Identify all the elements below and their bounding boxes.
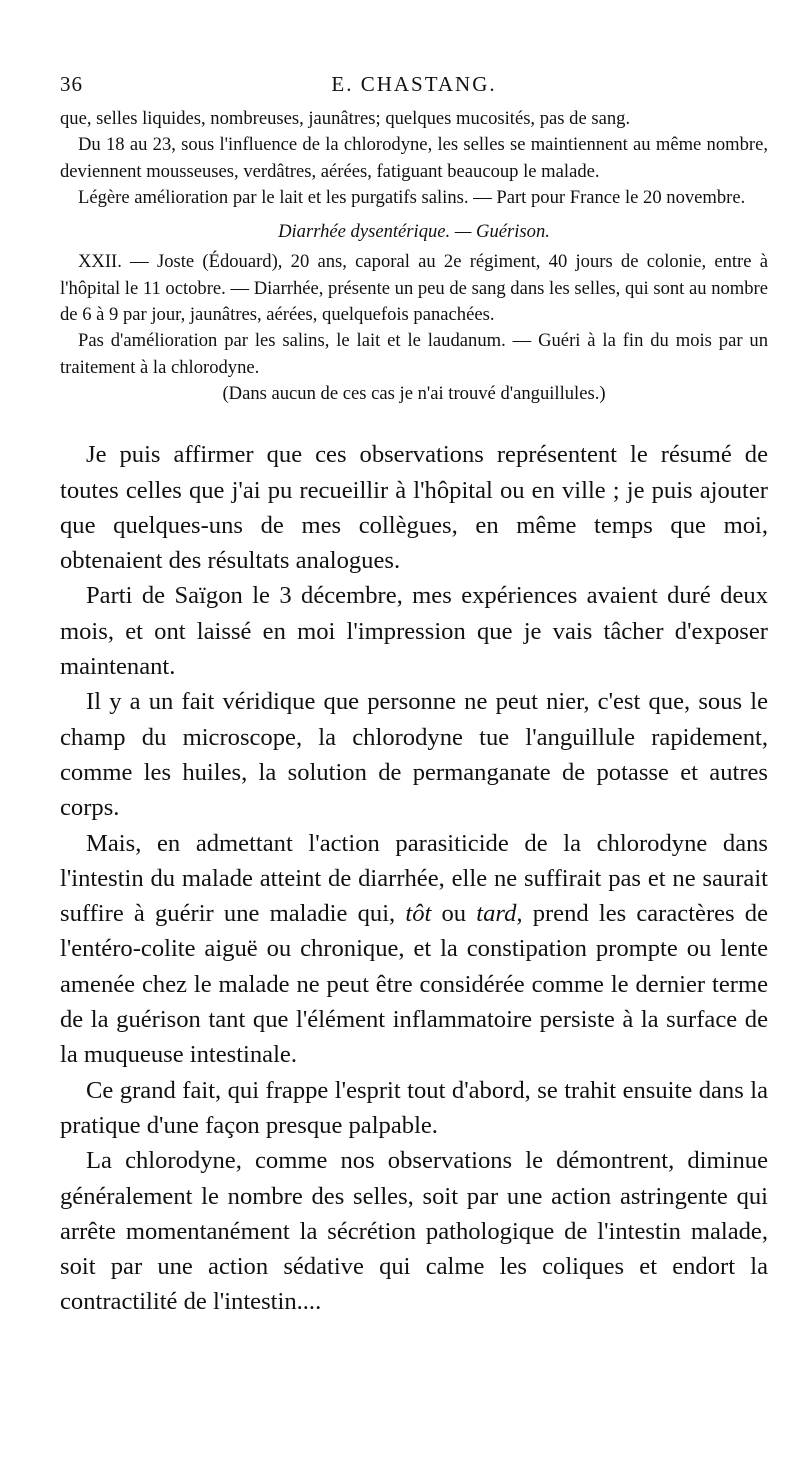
case-outcome-paragraph: Légère amélioration par le lait et les purgatifs salins. — Part pour France le 20 novembre. bbox=[78, 186, 746, 208]
body-paragraph-3: Il y a un fait véridique que personne ne peut nier, c'est que, sous le champ du microscope, la chlorodyne tue l'anguillule rapidement, comme les huiles, la solution de permanganate de potasse et autres corps. bbox=[60, 688, 768, 822]
body-paragraph-4-part-a: Mais, en admettant l'action parasiticide de la chlorodyne dans l'intestin du malade atteint de diarrhée, elle ne suffirait pas et ne saurait suffire à guérir une maladie qui, bbox=[60, 829, 768, 928]
body-paragraph-5: Ce grand fait, qui frappe l'esprit tout d'abord, se trahit ensuite dans la pratique d'une façon presque palpable. bbox=[60, 1076, 768, 1139]
conjunction-ou: ou bbox=[431, 900, 477, 928]
emphasis-tard: tard, bbox=[476, 900, 523, 928]
body-paragraph-1: Je puis affirmer que ces observations représentent le résumé de toutes celles que j'ai pu recueillir à l'hôpital ou en ville ; je puis ajouter que quelques-uns de mes collègues, en même temps que moi, obtenaient des résultats analogues. bbox=[60, 441, 768, 575]
case-continuation-paragraph: que, selles liquides, nombreuses, jaunâtres; quelques mucosités, pas de sang. bbox=[60, 108, 631, 129]
case-evolution-paragraph: Du 18 au 23, sous l'influence de la chlorodyne, les selles se maintiennent au même nombre, deviennent mousseuses, verdâtres, aérées, fatiguant beaucoup le malade. bbox=[60, 134, 768, 182]
page-number: 36 bbox=[60, 72, 83, 96]
body-paragraph-2: Parti de Saïgon le 3 décembre, mes expériences avaient duré deux mois, et ont laissé en moi l'impression que je vais tâcher d'exposer maintenant. bbox=[60, 582, 768, 681]
body-paragraph-6: La chlorodyne, comme nos observations le démontrent, diminue généralement le nombre des selles, soit par une action astringente qui arrête momentanément la sécrétion pathologique de l'intestin malade, soit par une action sédative qui calme les coliques et endort la contractilité de l'intestin.... bbox=[60, 1147, 768, 1316]
book-page bbox=[60, 72, 768, 1320]
case-xxii-treatment: Pas d'amélioration par les salins, le lait et le laudanum. — Guéri à la fin du mois par un traitement à la chlorodyne. bbox=[60, 330, 768, 378]
body-paragraph-4-part-b: prend les caractères de l'entéro-colite aiguë ou chronique, et la constipation prompte ou lente amenée chez le malade ne peut être considérée comme le dernier terme de la guérison tant que l'élément inflammatoire persiste à la surface de la muqueuse intestinale. bbox=[60, 900, 769, 1069]
body-paragraph-4 bbox=[60, 826, 768, 1073]
case-xxii-description: XXII. — Joste (Édouard), 20 ans, caporal au 2e régiment, 40 jours de colonie, entre à l'hôpital le 11 octobre. — Diarrhée, présente un peu de sang dans les selles, qui sont au nombre de 6 à 9 par jour, jaunâtres, aérées, quelquefois panachées. bbox=[60, 251, 768, 326]
case-heading: Diarrhée dysentérique. — Guérison. bbox=[278, 221, 550, 243]
running-title: E. CHASTANG. bbox=[331, 72, 497, 96]
case-note: (Dans aucun de ces cas je n'ai trouvé d'anguillules.) bbox=[222, 382, 606, 404]
emphasis-tot: tôt bbox=[405, 900, 432, 928]
running-head bbox=[60, 72, 768, 106]
